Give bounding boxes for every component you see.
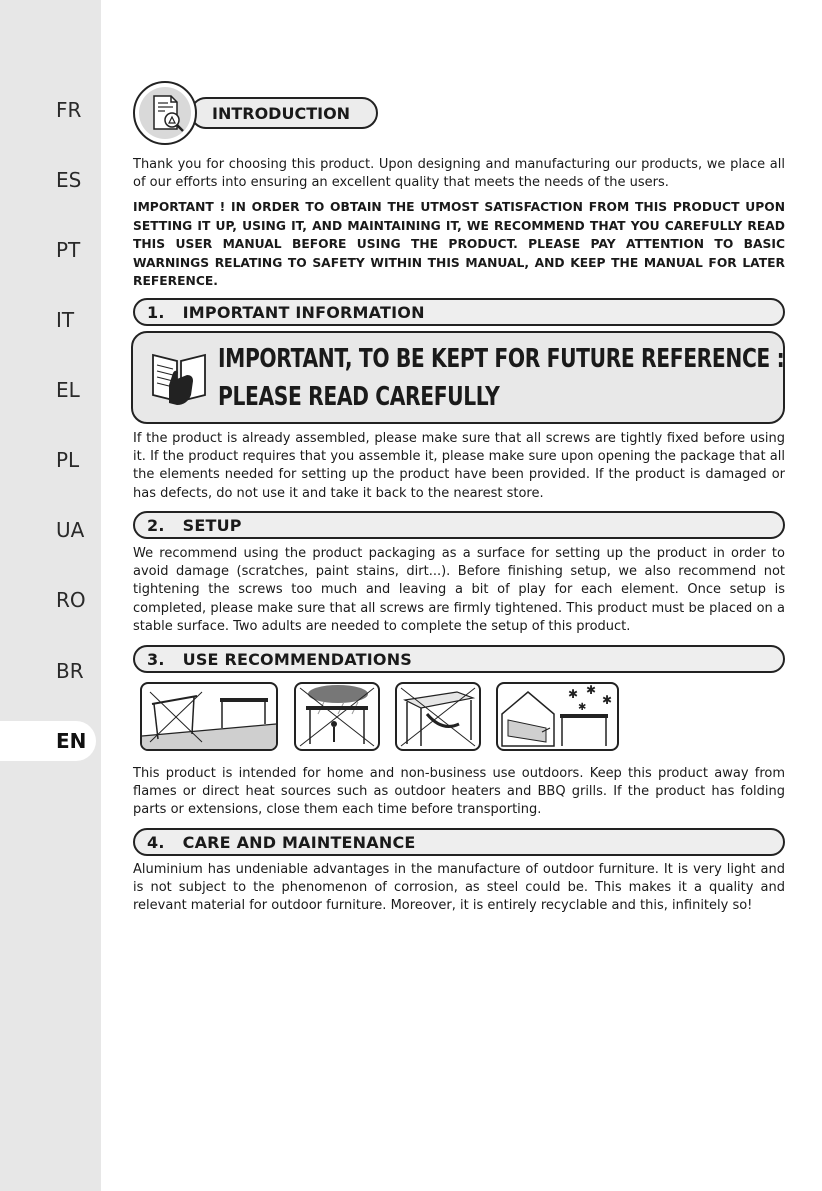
winter-storage-pictogram (496, 682, 619, 751)
setup-text: We recommend using the product packaging as a surface for setting up the product in order to avoid damage (scratches, paint stains, dirt...). Before finishing setup, we also recommend not tightening the screws too much and leaving a bit of play for each element. Once setup is completed, please make sure that all screws are firmly tightened. This product must be placed on a stable surface. Two adults are needed to complete the setup of this product. (133, 546, 785, 634)
use-recommendations-text: This product is intended for home and non-business use outdoors. Keep this product away from flames or direct heat sources such as outdoor heaters and BBQ grills. If the product has folding parts or extensions, close them each time before transporting. (133, 766, 785, 818)
lang-tab-ro[interactable]: RO (56, 588, 86, 612)
svg-text:✱: ✱ (568, 687, 579, 701)
lang-tab-el[interactable]: EL (56, 378, 80, 402)
svg-text:✱: ✱ (578, 702, 587, 713)
section-number: 1. (147, 302, 165, 322)
introduction-title: INTRODUCTION (212, 103, 351, 123)
no-storm-pictogram (294, 682, 380, 751)
lang-tab-pt[interactable]: PT (56, 238, 81, 262)
svg-text:✱: ✱ (586, 684, 597, 697)
section-number: 4. (147, 832, 165, 852)
important-banner-line-1: IMPORTANT, TO BE KEPT FOR FUTURE REFERENCE : (218, 344, 785, 374)
section-heading-care-and-maintenance (133, 828, 785, 856)
section-title: USE RECOMMENDATIONS (182, 649, 413, 669)
lang-tab-br[interactable]: BR (56, 659, 84, 683)
lang-tab-es[interactable]: ES (56, 168, 82, 192)
section-heading-setup (133, 511, 785, 539)
lang-tab-fr[interactable]: FR (56, 98, 82, 122)
important-information-text: If the product is already assembled, please make sure that all screws are tightly fixed before using it. If the product requires that you assemble it, please make sure upon opening the package that all the elements needed for setting up the product have been provided. If the product is damaged or has defects, do not use it and take it back to the nearest store. (133, 431, 785, 501)
important-banner-line-2: PLEASE READ CAREFULLY (218, 382, 500, 412)
section-heading-important-information (133, 298, 785, 326)
manual-reading-icon (147, 345, 211, 409)
svg-text:✱: ✱ (602, 693, 613, 707)
section-heading-use-recommendations (133, 645, 785, 673)
section-title: SETUP (182, 515, 242, 535)
introduction-heading (190, 97, 378, 129)
care-and-maintenance-text: Aluminium has undeniable advantages in the manufacture of outdoor furniture. It is very light and is not subject to the phenomenon of corrosion, as steel could be. This makes it a quality and relevant material for outdoor furniture. Moreover, it is entirely recyclable and this, infinitely so! (133, 862, 785, 914)
intro-important-paragraph: IMPORTANT ! IN ORDER TO OBTAIN THE UTMOST SATISFACTION FROM THIS PRODUCT UPON SETTING IT UP, USING IT, AND MAINTAINING IT, WE RECOMMEND THAT YOU CAREFULLY READ THIS USER MANUAL BEFORE USING THE PRODUCT. PLEASE PAY ATTENTION TO BASIC WARNINGS RELATING TO SAFETY WITHIN THIS MANUAL, AND KEEP THE MANUAL FOR LATER REFERENCE. (133, 200, 785, 288)
section-title: IMPORTANT INFORMATION (182, 302, 425, 322)
lang-tab-ua[interactable]: UA (56, 518, 85, 542)
lang-tab-it[interactable]: IT (56, 308, 75, 332)
important-banner-text (218, 340, 784, 416)
section-number: 3. (147, 649, 165, 669)
no-hammock-pictogram (395, 682, 481, 751)
section-number: 2. (147, 515, 165, 535)
language-sidebar (0, 0, 101, 1191)
section-title: CARE AND MAINTENANCE (182, 832, 416, 852)
lang-tab-en[interactable]: EN (0, 721, 96, 761)
intro-paragraph: Thank you for choosing this product. Upon designing and manufacturing our products, we place all of our efforts into ensuring an excellent quality that meets the needs of the users. (133, 157, 785, 191)
document-warning-icon (133, 81, 197, 145)
no-slope-pictogram (140, 682, 278, 751)
lang-tab-pl[interactable]: PL (56, 448, 80, 472)
